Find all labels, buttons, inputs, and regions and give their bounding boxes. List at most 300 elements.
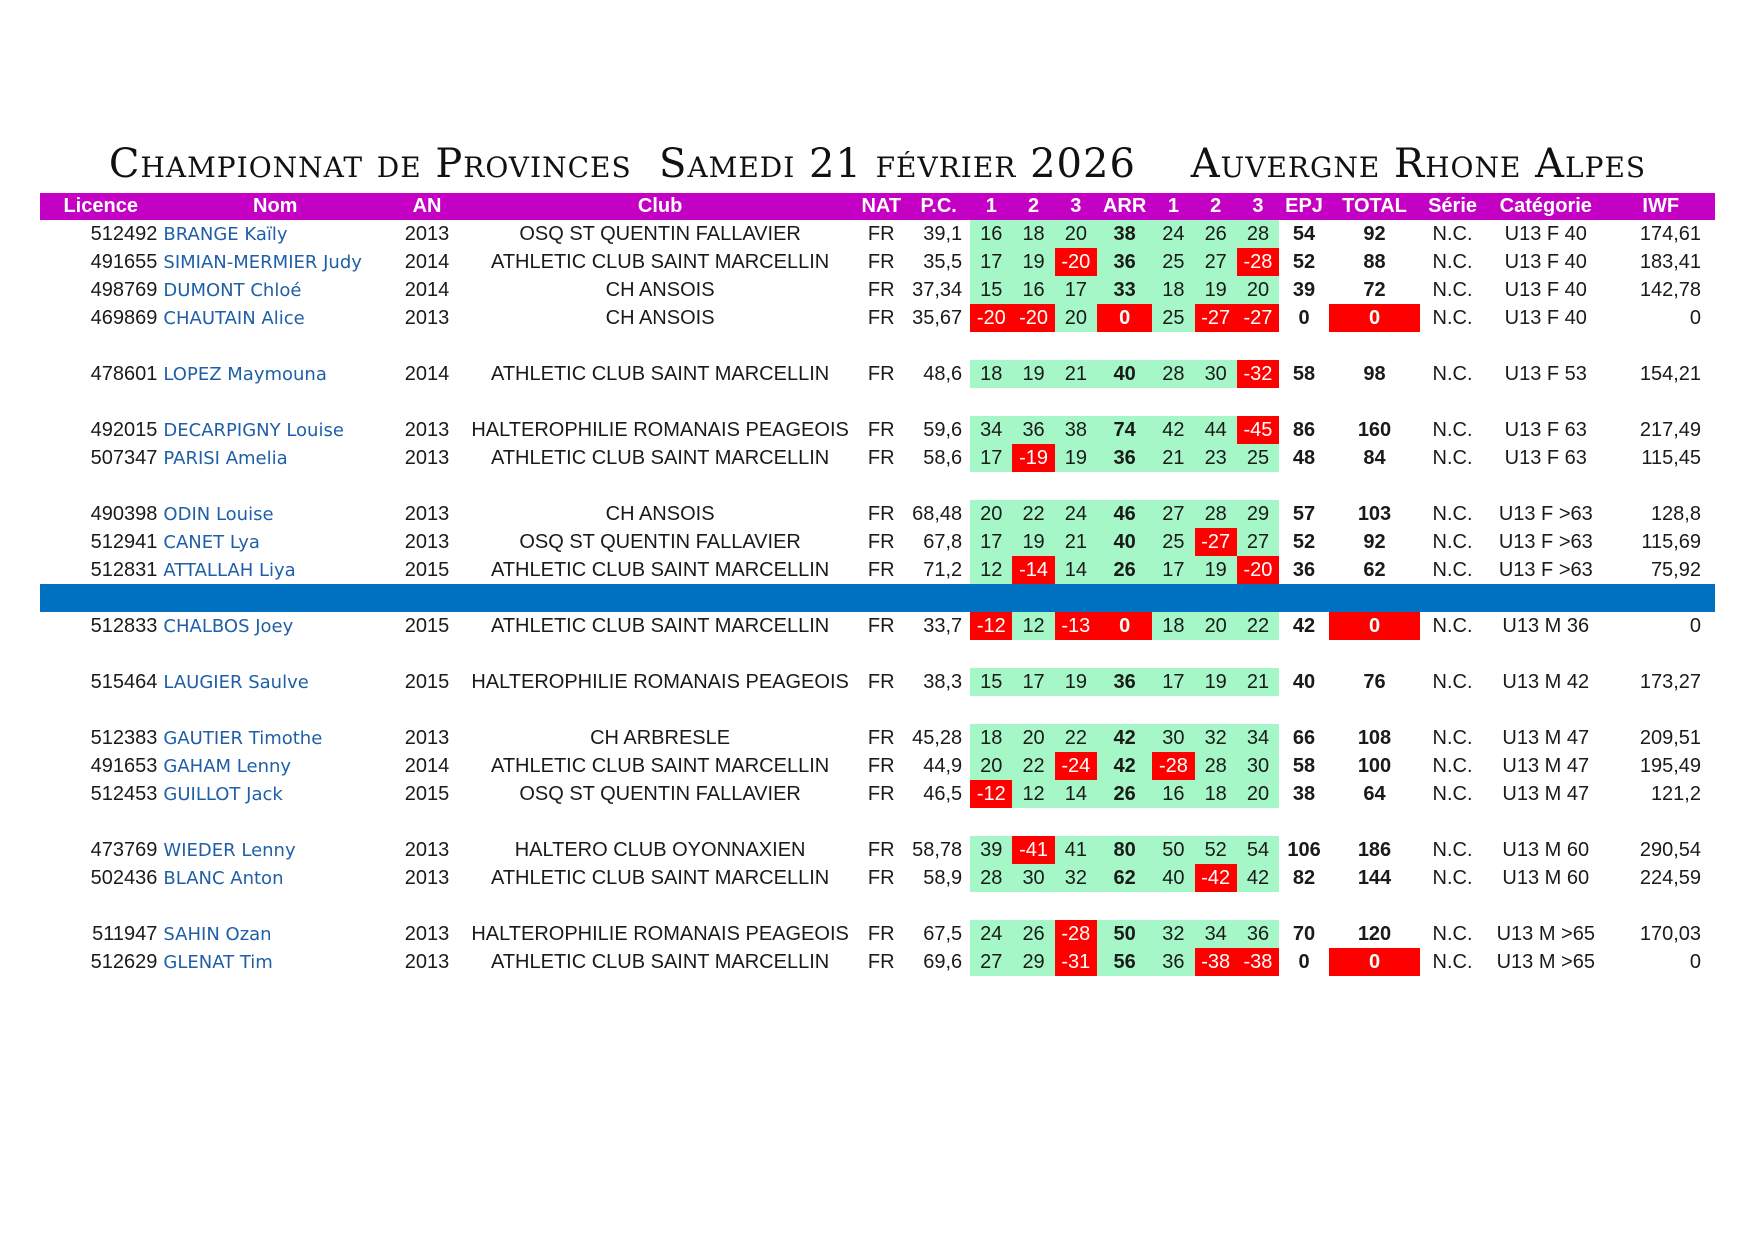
cell-a3: 21 — [1055, 528, 1097, 556]
cell-club: HALTERO CLUB OYONNAXIEN — [514, 838, 806, 861]
cell-a2: 22 — [1012, 500, 1054, 528]
cell-club: CH ANSOIS — [605, 306, 715, 329]
cell-a3: 14 — [1055, 780, 1097, 808]
cell-a3: 19 — [1055, 668, 1097, 696]
cell-nat: FR — [867, 446, 895, 469]
cell-nat: FR — [867, 558, 895, 581]
cell-a2: 19 — [1012, 528, 1054, 556]
cell-nat: FR — [867, 502, 895, 525]
cell-licence: 478601 — [90, 362, 158, 385]
cell-cat: U13 M 36 — [1502, 614, 1590, 637]
cell-an: 2015 — [404, 782, 450, 805]
spacer-row — [40, 696, 1715, 724]
header-arr-2: 2 — [1012, 193, 1054, 220]
cell-a2: 19 — [1012, 360, 1054, 388]
cell-an: 2013 — [404, 726, 450, 749]
cell-pc: 38,3 — [923, 670, 963, 693]
cell-club: CH ARBRESLE — [590, 726, 731, 749]
cell-e3: -20 — [1237, 556, 1279, 584]
cell-pc: 46,5 — [923, 782, 963, 805]
cell-a1: 34 — [970, 416, 1012, 444]
cell-an: 2013 — [404, 502, 450, 525]
cell-a1: 28 — [970, 864, 1012, 892]
table-row — [40, 668, 1715, 696]
cell-arr: 42 — [1097, 724, 1152, 752]
cell-licence: 491653 — [90, 754, 158, 777]
cell-licence: 491655 — [90, 250, 158, 273]
cell-a1: -12 — [970, 612, 1012, 640]
cell-cat: U13 F 53 — [1504, 362, 1587, 385]
cell-club: OSQ ST QUENTIN FALLAVIER — [519, 530, 801, 553]
cell-iwf: 170,03 — [1639, 922, 1701, 945]
cell-cat: U13 M 47 — [1502, 782, 1590, 805]
cell-licence: 512831 — [90, 558, 158, 581]
cell-serie: N.C. — [1432, 530, 1473, 553]
cell-total: 0 — [1329, 304, 1420, 332]
cell-club: OSQ ST QUENTIN FALLAVIER — [519, 222, 801, 245]
cell-arr: 36 — [1097, 248, 1152, 276]
cell-epj: 48 — [1292, 446, 1316, 469]
cell-pc: 35,5 — [923, 250, 963, 273]
cell-e1: 18 — [1152, 612, 1194, 640]
cell-cat: U13 F 40 — [1504, 306, 1587, 329]
cell-arr: 40 — [1097, 360, 1152, 388]
cell-licence: 512833 — [90, 614, 158, 637]
cell-arr: 62 — [1097, 864, 1152, 892]
cell-cat: U13 F >63 — [1498, 558, 1593, 581]
cell-total: 76 — [1363, 670, 1386, 693]
header-epj: EPJ — [1279, 193, 1329, 220]
page-title: Championnat de Provinces Samedi 21 février 2026 Auvergne Rhone Alpes — [108, 141, 1647, 187]
cell-a1: 15 — [970, 276, 1012, 304]
header-an: AN — [389, 193, 465, 220]
cell-epj: 52 — [1292, 250, 1316, 273]
cell-e1: 25 — [1152, 528, 1194, 556]
table-row — [40, 752, 1715, 780]
cell-iwf: 290,54 — [1639, 838, 1701, 861]
cell-an: 2013 — [404, 950, 450, 973]
cell-a1: 27 — [970, 948, 1012, 976]
header-total: TOTAL — [1329, 193, 1420, 220]
cell-e2: 30 — [1195, 360, 1237, 388]
header-epj-1: 1 — [1152, 193, 1194, 220]
cell-a2: -14 — [1012, 556, 1054, 584]
cell-a3: 41 — [1055, 836, 1097, 864]
cell-a3: 17 — [1055, 276, 1097, 304]
cell-e3: -27 — [1237, 304, 1279, 332]
header-categorie: Catégorie — [1485, 193, 1606, 220]
cell-an: 2015 — [404, 670, 450, 693]
cell-nat: FR — [867, 530, 895, 553]
cell-total: 144 — [1357, 866, 1392, 889]
cell-nom: LOPEZ Maymouna — [163, 363, 327, 385]
cell-e2: -42 — [1195, 864, 1237, 892]
cell-club: HALTEROPHILIE ROMANAIS PEAGEOIS — [471, 418, 849, 441]
spacer-row — [40, 332, 1715, 360]
cell-e1: 25 — [1152, 248, 1194, 276]
cell-epj: 82 — [1292, 866, 1316, 889]
cell-total: 0 — [1329, 948, 1420, 976]
cell-e1: 17 — [1152, 556, 1194, 584]
cell-club: CH ANSOIS — [605, 278, 715, 301]
cell-e1: 25 — [1152, 304, 1194, 332]
cell-nom: DECARPIGNY Louise — [163, 419, 344, 441]
cell-nat: FR — [867, 362, 895, 385]
cell-iwf: 115,45 — [1641, 446, 1701, 469]
cell-a1: 39 — [970, 836, 1012, 864]
cell-nom: LAUGIER Saulve — [163, 671, 309, 693]
cell-club: HALTEROPHILIE ROMANAIS PEAGEOIS — [471, 670, 849, 693]
cell-nat: FR — [867, 726, 895, 749]
cell-cat: U13 F 63 — [1504, 446, 1587, 469]
cell-pc: 71,2 — [923, 558, 963, 581]
spacer-row — [40, 892, 1715, 920]
cell-total: 92 — [1363, 222, 1386, 245]
cell-nat: FR — [867, 950, 895, 973]
cell-a2: 26 — [1012, 920, 1054, 948]
cell-nat: FR — [867, 614, 895, 637]
cell-nat: FR — [867, 866, 895, 889]
cell-iwf: 142,78 — [1639, 278, 1701, 301]
cell-licence: 512492 — [90, 222, 158, 245]
cell-e1: 32 — [1152, 920, 1194, 948]
cell-iwf: 217,49 — [1639, 418, 1701, 441]
table-header-row — [40, 193, 1715, 220]
cell-a2: 20 — [1012, 724, 1054, 752]
cell-pc: 67,8 — [923, 530, 963, 553]
cell-pc: 33,7 — [923, 614, 963, 637]
cell-licence: 469869 — [90, 306, 158, 329]
cell-a3: 32 — [1055, 864, 1097, 892]
cell-total: 92 — [1363, 530, 1386, 553]
cell-serie: N.C. — [1432, 754, 1473, 777]
spacer-row — [40, 472, 1715, 500]
cell-total: 160 — [1357, 418, 1392, 441]
cell-serie: N.C. — [1432, 838, 1473, 861]
cell-nom: WIEDER Lenny — [163, 839, 296, 861]
cell-e2: 32 — [1195, 724, 1237, 752]
header-arr: ARR — [1097, 193, 1152, 220]
cell-nom: ODIN Louise — [163, 503, 274, 525]
cell-licence: 515464 — [90, 670, 158, 693]
cell-a1: 20 — [970, 752, 1012, 780]
cell-e3: -38 — [1237, 948, 1279, 976]
cell-iwf: 128,8 — [1650, 502, 1701, 525]
cell-cat: U13 M >65 — [1496, 922, 1595, 945]
cell-cat: U13 F >63 — [1498, 502, 1593, 525]
cell-an: 2013 — [404, 866, 450, 889]
cell-club: CH ANSOIS — [605, 502, 715, 525]
cell-pc: 48,6 — [923, 362, 963, 385]
cell-e2: 52 — [1195, 836, 1237, 864]
cell-a2: 22 — [1012, 752, 1054, 780]
cell-nom: GAHAM Lenny — [163, 755, 292, 777]
table-row — [40, 556, 1715, 584]
cell-nom: SIMIAN-MERMIER Judy — [163, 251, 362, 273]
cell-club: HALTEROPHILIE ROMANAIS PEAGEOIS — [471, 922, 849, 945]
cell-club: ATHLETIC CLUB SAINT MARCELLIN — [490, 950, 830, 973]
table-row — [40, 528, 1715, 556]
cell-cat: U13 F 63 — [1504, 418, 1587, 441]
header-pc: P.C. — [907, 193, 970, 220]
table-row — [40, 836, 1715, 864]
header-club: Club — [465, 193, 855, 220]
cell-cat: U13 M 47 — [1502, 726, 1590, 749]
results-table — [40, 193, 1715, 976]
cell-e3: 21 — [1237, 668, 1279, 696]
cell-e3: 28 — [1237, 220, 1279, 248]
cell-serie: N.C. — [1432, 782, 1473, 805]
table-row — [40, 360, 1715, 388]
cell-pc: 58,6 — [923, 446, 963, 469]
cell-e2: 20 — [1195, 612, 1237, 640]
cell-e2: 28 — [1195, 752, 1237, 780]
cell-total: 103 — [1357, 502, 1392, 525]
cell-nom: GUILLOT Jack — [163, 783, 283, 805]
cell-arr: 26 — [1097, 556, 1152, 584]
cell-cat: U13 M 42 — [1502, 670, 1590, 693]
header-arr-1: 1 — [970, 193, 1012, 220]
cell-epj: 66 — [1292, 726, 1316, 749]
cell-cat: U13 F 40 — [1504, 250, 1587, 273]
cell-e2: -27 — [1195, 528, 1237, 556]
cell-a2: 30 — [1012, 864, 1054, 892]
cell-an: 2013 — [404, 306, 450, 329]
cell-e1: 18 — [1152, 276, 1194, 304]
cell-a3: 22 — [1055, 724, 1097, 752]
cell-arr: 46 — [1097, 500, 1152, 528]
cell-nat: FR — [867, 922, 895, 945]
cell-iwf: 195,49 — [1639, 754, 1701, 777]
header-arr-3: 3 — [1055, 193, 1097, 220]
cell-pc: 69,6 — [923, 950, 963, 973]
cell-e1: 16 — [1152, 780, 1194, 808]
cell-pc: 44,9 — [923, 754, 963, 777]
cell-a3: 20 — [1055, 304, 1097, 332]
cell-pc: 35,67 — [912, 306, 963, 329]
cell-e1: 50 — [1152, 836, 1194, 864]
cell-e3: 30 — [1237, 752, 1279, 780]
cell-nat: FR — [867, 278, 895, 301]
cell-serie: N.C. — [1432, 922, 1473, 945]
cell-epj: 58 — [1292, 754, 1316, 777]
cell-e2: -27 — [1195, 304, 1237, 332]
cell-a1: 15 — [970, 668, 1012, 696]
cell-epj: 52 — [1292, 530, 1316, 553]
cell-cat: U13 M 60 — [1502, 838, 1590, 861]
cell-club: ATHLETIC CLUB SAINT MARCELLIN — [490, 558, 830, 581]
cell-e3: 22 — [1237, 612, 1279, 640]
header-iwf: IWF — [1607, 193, 1716, 220]
cell-a2: -20 — [1012, 304, 1054, 332]
cell-e3: 27 — [1237, 528, 1279, 556]
cell-club: ATHLETIC CLUB SAINT MARCELLIN — [490, 614, 830, 637]
cell-serie: N.C. — [1432, 558, 1473, 581]
cell-an: 2013 — [404, 446, 450, 469]
cell-a2: 19 — [1012, 248, 1054, 276]
cell-nat: FR — [867, 670, 895, 693]
cell-e3: -45 — [1237, 416, 1279, 444]
cell-club: ATHLETIC CLUB SAINT MARCELLIN — [490, 866, 830, 889]
cell-e2: 28 — [1195, 500, 1237, 528]
cell-a2: -41 — [1012, 836, 1054, 864]
cell-pc: 37,34 — [912, 278, 963, 301]
cell-epj: 54 — [1292, 222, 1316, 245]
cell-total: 62 — [1363, 558, 1386, 581]
cell-a1: -20 — [970, 304, 1012, 332]
cell-a1: 17 — [970, 248, 1012, 276]
cell-arr: 0 — [1097, 612, 1152, 640]
cell-a3: -24 — [1055, 752, 1097, 780]
cell-arr: 42 — [1097, 752, 1152, 780]
table-row — [40, 948, 1715, 976]
header-licence: Licence — [40, 193, 161, 220]
cell-club: ATHLETIC CLUB SAINT MARCELLIN — [490, 446, 830, 469]
cell-e1: 28 — [1152, 360, 1194, 388]
cell-club: OSQ ST QUENTIN FALLAVIER — [519, 782, 801, 805]
cell-serie: N.C. — [1432, 726, 1473, 749]
cell-epj: 106 — [1287, 838, 1321, 861]
cell-arr: 33 — [1097, 276, 1152, 304]
spacer-row — [40, 808, 1715, 836]
cell-epj: 42 — [1292, 614, 1316, 637]
cell-a3: 24 — [1055, 500, 1097, 528]
cell-a3: 14 — [1055, 556, 1097, 584]
table-body — [40, 220, 1715, 976]
cell-an: 2015 — [404, 558, 450, 581]
cell-e3: 34 — [1237, 724, 1279, 752]
table-row — [40, 444, 1715, 472]
cell-nat: FR — [867, 838, 895, 861]
cell-licence: 502436 — [90, 866, 158, 889]
cell-a1: 24 — [970, 920, 1012, 948]
cell-a1: 12 — [970, 556, 1012, 584]
separator-bar — [40, 584, 1715, 612]
cell-club: ATHLETIC CLUB SAINT MARCELLIN — [490, 250, 830, 273]
cell-a3: 38 — [1055, 416, 1097, 444]
cell-nat: FR — [867, 222, 895, 245]
cell-e3: 20 — [1237, 276, 1279, 304]
cell-serie: N.C. — [1432, 866, 1473, 889]
cell-iwf: 209,51 — [1639, 726, 1701, 749]
cell-e2: 19 — [1195, 668, 1237, 696]
cell-a2: 16 — [1012, 276, 1054, 304]
cell-e1: 42 — [1152, 416, 1194, 444]
table-row — [40, 248, 1715, 276]
header-epj-3: 3 — [1237, 193, 1279, 220]
table-row — [40, 304, 1715, 332]
cell-a1: 17 — [970, 444, 1012, 472]
table-row — [40, 612, 1715, 640]
cell-arr: 40 — [1097, 528, 1152, 556]
cell-nom: BRANGE Kaïly — [163, 223, 288, 245]
cell-serie: N.C. — [1432, 418, 1473, 441]
cell-total: 0 — [1329, 612, 1420, 640]
cell-e3: 54 — [1237, 836, 1279, 864]
cell-a2: 18 — [1012, 220, 1054, 248]
cell-a1: -12 — [970, 780, 1012, 808]
cell-nom: CHALBOS Joey — [163, 615, 294, 637]
spacer-row — [40, 640, 1715, 668]
cell-e2: 34 — [1195, 920, 1237, 948]
cell-licence: 512383 — [90, 726, 158, 749]
cell-cat: U13 M 60 — [1502, 866, 1590, 889]
cell-total: 64 — [1363, 782, 1386, 805]
cell-a2: 17 — [1012, 668, 1054, 696]
cell-a2: 12 — [1012, 780, 1054, 808]
cell-e2: 44 — [1195, 416, 1237, 444]
cell-cat: U13 F 40 — [1504, 222, 1587, 245]
cell-nom: GLENAT Tim — [163, 951, 273, 973]
cell-e2: 19 — [1195, 556, 1237, 584]
cell-e1: 17 — [1152, 668, 1194, 696]
cell-club: ATHLETIC CLUB SAINT MARCELLIN — [490, 754, 830, 777]
cell-a2: 36 — [1012, 416, 1054, 444]
cell-serie: N.C. — [1432, 362, 1473, 385]
cell-nom: ATTALLAH Liya — [163, 559, 296, 581]
cell-e1: 21 — [1152, 444, 1194, 472]
cell-serie: N.C. — [1432, 306, 1473, 329]
cell-total: 98 — [1363, 362, 1386, 385]
cell-total: 120 — [1357, 922, 1392, 945]
cell-arr: 26 — [1097, 780, 1152, 808]
cell-iwf: 183,41 — [1639, 250, 1701, 273]
cell-cat: U13 M 47 — [1502, 754, 1590, 777]
cell-iwf: 115,69 — [1641, 530, 1701, 553]
cell-e3: 42 — [1237, 864, 1279, 892]
cell-e2: 26 — [1195, 220, 1237, 248]
cell-total: 72 — [1363, 278, 1386, 301]
cell-an: 2013 — [404, 222, 450, 245]
cell-an: 2013 — [404, 922, 450, 945]
cell-a1: 17 — [970, 528, 1012, 556]
table-row — [40, 276, 1715, 304]
cell-e3: -32 — [1237, 360, 1279, 388]
cell-epj: 36 — [1292, 558, 1316, 581]
cell-nom: CHAUTAIN Alice — [163, 307, 305, 329]
cell-pc: 58,9 — [923, 866, 963, 889]
cell-pc: 68,48 — [912, 502, 963, 525]
cell-nat: FR — [867, 250, 895, 273]
cell-serie: N.C. — [1432, 614, 1473, 637]
cell-a1: 18 — [970, 360, 1012, 388]
cell-pc: 59,6 — [923, 418, 963, 441]
cell-nom: GAUTIER Timothe — [163, 727, 323, 749]
cell-a1: 18 — [970, 724, 1012, 752]
table-row — [40, 220, 1715, 248]
cell-arr: 0 — [1097, 304, 1152, 332]
cell-total: 100 — [1357, 754, 1392, 777]
cell-nom: PARISI Amelia — [163, 447, 288, 469]
cell-serie: N.C. — [1432, 250, 1473, 273]
cell-e1: 27 — [1152, 500, 1194, 528]
cell-an: 2014 — [404, 754, 450, 777]
table-row — [40, 864, 1715, 892]
cell-e1: 40 — [1152, 864, 1194, 892]
cell-an: 2013 — [404, 838, 450, 861]
cell-e1: 30 — [1152, 724, 1194, 752]
cell-epj: 70 — [1292, 922, 1316, 945]
cell-a3: -20 — [1055, 248, 1097, 276]
cell-a3: -13 — [1055, 612, 1097, 640]
cell-iwf: 75,92 — [1650, 558, 1701, 581]
cell-iwf: 173,27 — [1639, 670, 1701, 693]
cell-nat: FR — [867, 754, 895, 777]
cell-a1: 16 — [970, 220, 1012, 248]
cell-licence: 498769 — [90, 278, 158, 301]
header-serie: Série — [1420, 193, 1485, 220]
cell-an: 2015 — [404, 614, 450, 637]
